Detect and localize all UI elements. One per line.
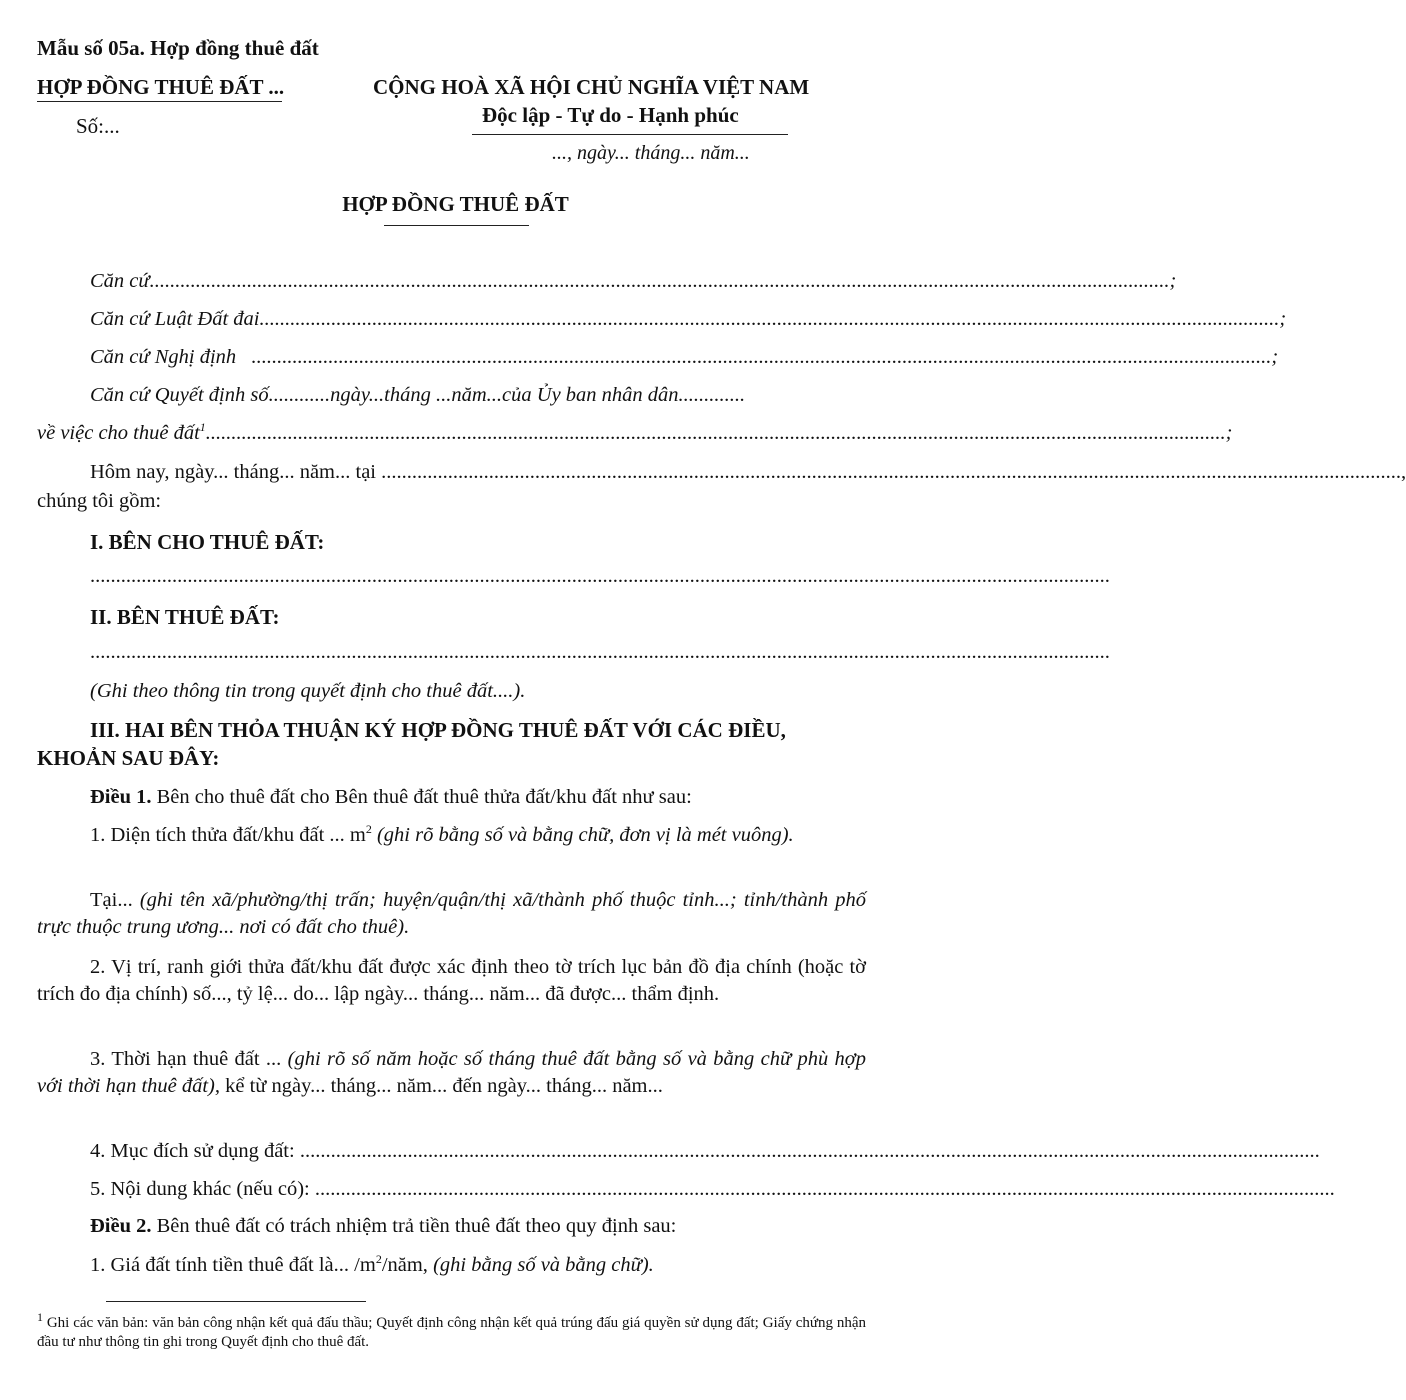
article-text: Bên thuê đất có trách nhiệm trả tiền thuê đất theo quy định sau: [151,1215,677,1237]
item-area [37,822,866,849]
date-place-line: ..., ngày... tháng... năm... [552,142,750,164]
contract-header-title: HỢP ĐỒNG THUÊ ĐẤT ... [37,75,285,99]
item-note: (ghi rõ bằng số và bằng chữ, đơn vị là mét vuông). [371,824,794,846]
item-text-cont: /năm, [381,1254,434,1276]
basis-label: Căn cứ [90,270,150,292]
decision-line-cont [37,420,1233,445]
fill-dots: ....................................................................................................................................................................................................... [149,270,1170,292]
document-title: HỢP ĐỒNG THUÊ ĐẤT [342,192,569,216]
footnote [37,1310,866,1352]
footnote-number: 1 [37,1310,43,1324]
item-note: (ghi tên xã/phường/thị trấn; huyện/quận/thị xã/thành phố thuộc tỉnh...; tỉnh/thành phố trực thuộc trung ương... nơi có đất cho thuê). [37,889,866,938]
basis-line-2 [90,308,1287,331]
fill-dots: ....................................................................................................................................................................................................... [251,346,1272,368]
footnote-text: Ghi các văn bản: văn bản công nhận kết quả đấu thầu; Quyết định công nhận kết quả trúng đấu giá quyền sử dụng đất; Giấy chứng nhận đầu tư như thông tin ghi trong Quyết định cho thuê đất. [37,1315,866,1350]
fill-dots: ....................................................................................................................................................................................................... [381,461,1401,483]
party-note: (Ghi theo thông tin trong quyết định cho thuê đất....). [90,680,526,702]
fill-dots: ....................................................................................................................................................................................................... [299,1140,1320,1162]
line-end: ; [1279,308,1287,330]
basis-line-1 [90,270,1177,293]
item-text-cont: kể từ ngày... tháng... năm... đến ngày... tháng... năm... [220,1075,663,1097]
national-motto: Độc lập - Tự do - Hạnh phúc [482,103,739,127]
item-note: (ghi rõ số năm hoặc số tháng thuê đất bằng số và bằng chữ phù hợp với thời hạn thuê đất), [37,1048,866,1097]
item-note: (ghi bằng số và bằng chữ). [433,1254,654,1276]
item-text: 1. Diện tích thửa đất/khu đất ... m [90,824,366,846]
decision-text: về việc cho thuê đất [37,422,200,444]
item-location [37,887,866,941]
today-continuation: chúng tôi gồm: [37,490,162,512]
decision-label [37,422,206,445]
line-end: , [1401,461,1406,483]
item-text: 3. Thời hạn thuê đất ... [90,1048,282,1070]
item-position: 2. Vị trí, ranh giới thửa đất/khu đất được xác định theo tờ trích lục bản đồ địa chính (hoặc tờ trích đo địa chính) số..., tỷ lệ... do... lập ngày... tháng... năm... đã được... thẩm định. [37,956,866,1005]
section-lessee: II. BÊN THUÊ ĐẤT: [90,605,280,629]
basis-label: Căn cứ Nghị định [90,346,252,368]
item-label: 4. Mục đích sử dụng đất: [90,1140,300,1162]
item-price [90,1254,654,1277]
section-agreement-cont: KHOẢN SAU ĐÂY: [37,746,220,770]
article-2 [90,1215,676,1238]
section-agreement: III. HAI BÊN THỎA THUẬN KÝ HỢP ĐỒNG THUÊ ĐẤT VỚI CÁC ĐIỀU, [90,718,786,742]
article-label: Điều 2. [90,1215,152,1237]
basis-line-3 [90,346,1279,369]
lessee-fill-line [90,641,1110,664]
line-end: ; [1225,422,1233,444]
item-purpose [90,1140,1320,1163]
line-end: ; [1271,346,1279,368]
decision-line: Căn cứ Quyết định số............ngày...tháng ...năm...của Ủy ban nhân dân............. [90,384,746,406]
footnote-separator [106,1301,366,1302]
item-text: 1. Giá đất tính tiền thuê đất là... /m [90,1254,376,1276]
fill-dots: ....................................................................................................................................................................................................... [259,308,1280,330]
basis-label: Căn cứ Luật Đất đai [90,308,260,330]
item-other [90,1178,1335,1201]
item-label: 5. Nội dung khác (nếu có): [90,1178,315,1200]
footnote-ref: 1 [199,420,206,435]
article-text: Bên cho thuê đất cho Bên thuê đất thuê thửa đất/khu đất như sau: [151,786,692,808]
section-lessor: I. BÊN CHO THUÊ ĐẤT: [90,530,325,554]
today-line [90,461,1406,484]
item-text: Tại... [90,889,133,911]
nation-title: CỘNG HOÀ XÃ HỘI CHỦ NGHĨA VIỆT NAM [373,75,810,99]
form-label: Mẫu số 05a. Hợp đồng thuê đất [37,36,319,60]
article-label: Điều 1. [90,786,152,808]
header-left-underline [37,101,282,102]
superscript: 2 [375,1252,382,1267]
line-end: ; [1169,270,1177,292]
fill-dots: ....................................................................................................................................................................................................... [314,1178,1335,1200]
lessor-fill-line [90,565,1110,588]
item-term [37,1046,866,1100]
fill-dots: ....................................................................................................................................................................................................... [205,422,1226,444]
fill-dots: ....................................................................................................................................................................................................... [90,641,1110,663]
title-underline [384,225,529,226]
motto-underline [472,134,788,135]
superscript: 2 [365,822,372,837]
article-1 [90,786,692,809]
fill-dots: ....................................................................................................................................................................................................... [90,565,1110,587]
contract-number: Số:... [76,114,120,138]
today-label: Hôm nay, ngày... tháng... năm... tại [90,461,382,483]
